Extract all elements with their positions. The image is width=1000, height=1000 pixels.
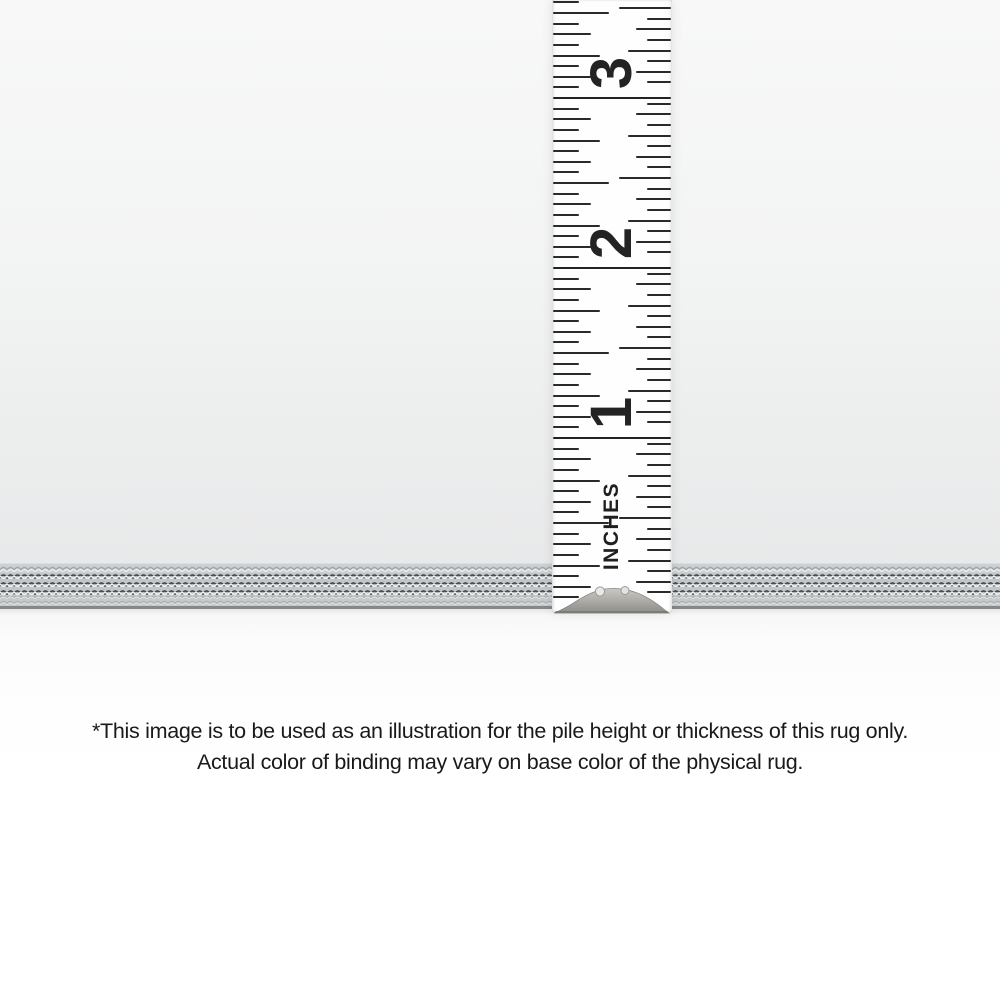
ruler-tick-right bbox=[647, 273, 671, 275]
ruler-tick-left bbox=[553, 384, 579, 386]
inch-mark-line bbox=[553, 437, 671, 439]
ruler-tick-left bbox=[553, 352, 609, 354]
ruler-tick-left bbox=[553, 256, 579, 258]
ruler-tick-right bbox=[647, 209, 671, 211]
ruler-tick-left bbox=[553, 140, 600, 142]
ruler-tick-right bbox=[647, 336, 671, 338]
disclaimer-line-2: Actual color of binding may vary on base color of the physical rug. bbox=[196, 750, 804, 774]
ruler-tick-left bbox=[553, 299, 579, 301]
ruler-tick-right bbox=[647, 39, 671, 41]
ruler-tick-right bbox=[647, 188, 671, 190]
ruler-tick-left bbox=[553, 480, 600, 482]
ruler-tick-left bbox=[553, 55, 600, 57]
ruler-tick-right bbox=[647, 400, 671, 402]
ruler-tick-right bbox=[619, 7, 671, 9]
ruler-tick-right bbox=[636, 411, 671, 413]
ruler-tick-left bbox=[553, 76, 591, 78]
ruler-tick-left bbox=[553, 331, 591, 333]
ruler-tick-right bbox=[619, 177, 671, 179]
inch-number-text: 1 bbox=[578, 396, 644, 430]
ruler-tick-left bbox=[553, 214, 579, 216]
ruler-tick-left bbox=[553, 33, 591, 35]
ruler-tick-right bbox=[628, 390, 671, 392]
ruler-tick-left bbox=[553, 65, 579, 67]
ruler-tick-right bbox=[647, 251, 671, 253]
ruler-tick-right bbox=[619, 347, 671, 349]
ruler-tick-right bbox=[647, 485, 671, 487]
ruler-tick-right bbox=[628, 475, 671, 477]
inches-unit-text: INCHES bbox=[599, 481, 623, 571]
ruler-tick-right bbox=[647, 145, 671, 147]
ruler-tick-right bbox=[647, 81, 671, 83]
ruler-tick-right bbox=[647, 315, 671, 317]
ruler-tick-right bbox=[647, 421, 671, 423]
inch-number-text: 3 bbox=[578, 56, 644, 90]
inch-number-text: 2 bbox=[578, 226, 644, 260]
ruler-tick-left bbox=[553, 373, 591, 375]
ruler-tick-right bbox=[647, 570, 671, 572]
ruler-tick-left bbox=[553, 490, 579, 492]
ruler-tick-left bbox=[553, 44, 579, 46]
ruler-tick-left bbox=[553, 278, 579, 280]
ruler-tick-left bbox=[553, 108, 579, 110]
ruler-tick-left bbox=[553, 182, 609, 184]
ruler-tick-right bbox=[647, 464, 671, 466]
ruler-tick-left bbox=[553, 310, 600, 312]
ruler-tick-right bbox=[647, 60, 671, 62]
ruler-tick-left bbox=[553, 575, 579, 577]
ruler-tick-right bbox=[647, 166, 671, 168]
ruler-tick-left bbox=[553, 150, 579, 152]
ruler-tick-left bbox=[553, 12, 609, 14]
ruler-tick-right bbox=[628, 305, 671, 307]
ruler-tick-left bbox=[553, 565, 600, 567]
ruler-tick-left bbox=[553, 225, 600, 227]
inch-mark-line bbox=[553, 97, 671, 99]
ruler-tick-left bbox=[553, 246, 591, 248]
ruler-tick-right bbox=[647, 230, 671, 232]
ruler-tick-right bbox=[636, 71, 671, 73]
ruler-tick-left bbox=[553, 1, 579, 3]
ruler-tick-left bbox=[553, 320, 579, 322]
ruler-tick-left bbox=[553, 118, 591, 120]
ruler-tick-left bbox=[553, 469, 579, 471]
ruler-tick-right bbox=[628, 220, 671, 222]
inch-mark-line bbox=[553, 267, 671, 269]
ruler-tick-right bbox=[636, 241, 671, 243]
disclaimer bbox=[0, 716, 1000, 778]
ruler-tick-right bbox=[647, 124, 671, 126]
ruler-tick-left bbox=[553, 86, 579, 88]
ruler-tick-right bbox=[636, 326, 671, 328]
ruler-tick-right bbox=[628, 135, 671, 137]
rug-weave-texture bbox=[0, 563, 1000, 609]
ruler-tick-left bbox=[553, 426, 579, 428]
ruler-tick-left bbox=[553, 129, 579, 131]
ruler-tick-right bbox=[647, 443, 671, 445]
ruler-tick-left bbox=[553, 448, 579, 450]
ruler-tick-left bbox=[553, 416, 591, 418]
ruler-tick-left bbox=[553, 23, 579, 25]
ruler-tick-right bbox=[636, 156, 671, 158]
ruler-tick-left bbox=[553, 203, 591, 205]
ruler-tick-right bbox=[636, 113, 671, 115]
measuring-tape bbox=[552, 0, 672, 612]
inches-unit-label bbox=[552, 481, 672, 571]
ruler-tick-right bbox=[636, 198, 671, 200]
metal-tip bbox=[552, 578, 672, 614]
ruler-tick-left bbox=[553, 458, 591, 460]
disclaimer-line-1: *This image is to be used as an illustration for the pile height or thickness of this rug only. bbox=[91, 719, 909, 743]
background-floor bbox=[0, 609, 1000, 1000]
ruler-tick-right bbox=[647, 18, 671, 20]
ruler-tick-right bbox=[647, 103, 671, 105]
ruler-tick-right bbox=[636, 453, 671, 455]
ruler-tick-left bbox=[553, 363, 579, 365]
ruler-tick-right bbox=[628, 560, 671, 562]
ruler-tick-right bbox=[636, 28, 671, 30]
ruler-tick-right bbox=[628, 50, 671, 52]
ruler-tick-right bbox=[647, 379, 671, 381]
ruler-tick-left bbox=[553, 161, 591, 163]
ruler-tick-right bbox=[647, 358, 671, 360]
ruler-tick-left bbox=[553, 405, 579, 407]
ruler-tick-left bbox=[553, 395, 600, 397]
ruler-tick-left bbox=[553, 193, 579, 195]
ruler-tick-left bbox=[553, 288, 591, 290]
ruler-tick-right bbox=[636, 368, 671, 370]
ruler-tick-right bbox=[647, 294, 671, 296]
ruler-tick-left bbox=[553, 235, 579, 237]
ruler-tick-left bbox=[553, 341, 579, 343]
ruler-tick-left bbox=[553, 171, 579, 173]
ruler-tick-right bbox=[636, 283, 671, 285]
rug-pile-strip bbox=[0, 563, 1000, 609]
